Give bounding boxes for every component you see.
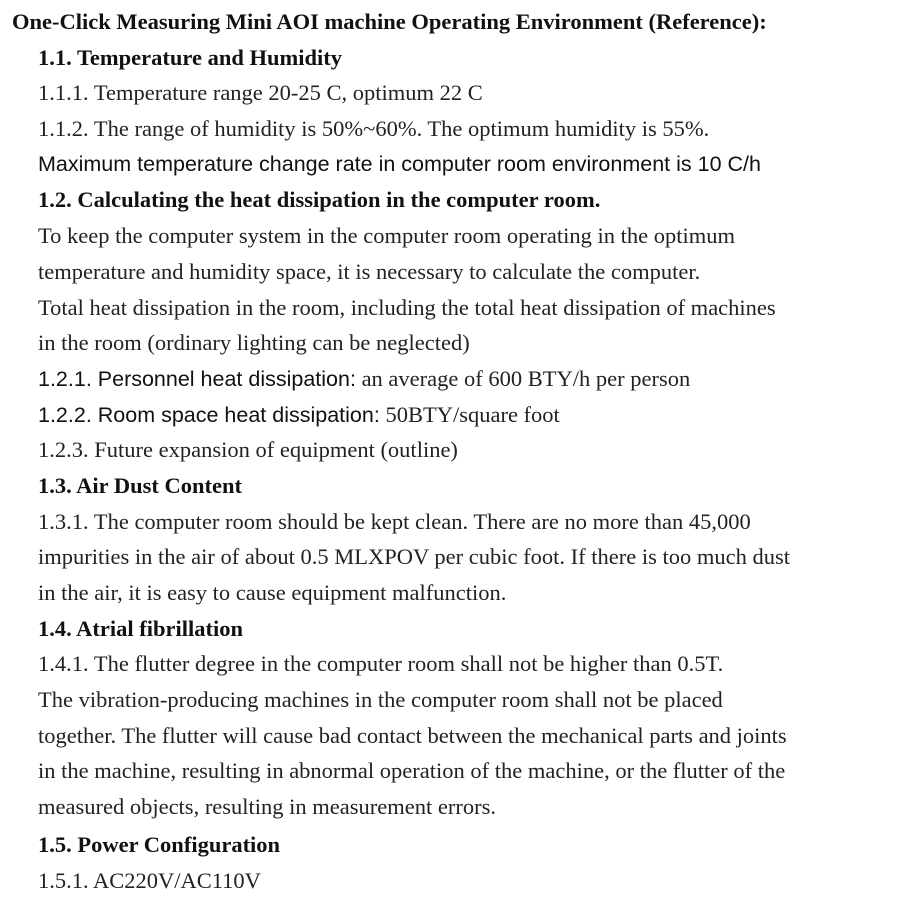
section-1-2-paragraph-line-4: in the room (ordinary lighting can be neglected) [38, 330, 470, 356]
temperature-change-rate-line: Maximum temperature change rate in computer room environment is 10 C/h [38, 151, 761, 176]
section-1-2-paragraph-line-2: temperature and humidity space, it is necessary to calculate the computer. [38, 258, 701, 284]
item-1-2-3: 1.2.3. Future expansion of equipment (outline) [38, 437, 458, 463]
item-1-2-1-label: 1.2.1. Personnel heat dissipation: [38, 366, 356, 391]
item-1-2-1 [0, 361, 900, 397]
section-1-4-paragraph-line-3: together. The flutter will cause bad contact between the mechanical parts and joints [38, 722, 787, 748]
section-1-3-paragraph-line-2: impurities in the air of about 0.5 MLXPOV per cubic foot. If there is too much dust [38, 544, 790, 570]
section-1-4-paragraph-line-5: measured objects, resulting in measurement errors. [38, 794, 496, 820]
item-1-1-1: 1.1.1. Temperature range 20-25 C, optimum 22 C [38, 80, 483, 106]
section-1-2-paragraph-line-1: To keep the computer system in the computer room operating in the optimum [38, 223, 736, 249]
section-1-4-paragraph-line-4: in the machine, resulting in abnormal operation of the machine, or the flutter of the [38, 758, 786, 784]
section-1-4-heading: 1.4. Atrial fibrillation [38, 615, 243, 641]
item-1-2-1-value: an average of 600 BTY/h per person [355, 365, 691, 391]
section-1-5-heading: 1.5. Power Configuration [38, 831, 281, 857]
item-1-2-2 [0, 397, 900, 433]
section-1-2-heading: 1.2. Calculating the heat dissipation in the computer room. [38, 187, 601, 213]
section-1-4-paragraph-line-2: The vibration-producing machines in the computer room shall not be placed [38, 687, 723, 713]
item-1-2-2-value: 50BTY/square foot [379, 401, 560, 427]
document-title: One-Click Measuring Mini AOI machine Operating Environment (Reference): [12, 9, 767, 34]
item-1-1-2: 1.1.2. The range of humidity is 50%~60%. The optimum humidity is 55%. [38, 116, 710, 142]
item-1-2-2-label: 1.2.2. Room space heat dissipation: [38, 402, 380, 427]
section-1-4-paragraph-line-1: 1.4.1. The flutter degree in the computer room shall not be higher than 0.5T. [38, 651, 724, 677]
section-1-3-heading: 1.3. Air Dust Content [38, 472, 242, 498]
item-1-5-1: 1.5.1. AC220V/AC110V [38, 867, 261, 893]
section-1-1-heading: 1.1. Temperature and Humidity [38, 44, 342, 70]
section-1-2-paragraph-line-3: Total heat dissipation in the room, including the total heat dissipation of machines [38, 294, 776, 320]
section-1-3-paragraph-line-3: in the air, it is easy to cause equipment malfunction. [38, 580, 507, 605]
section-1-3-paragraph-line-1: 1.3.1. The computer room should be kept clean. There are no more than 45,000 [38, 508, 751, 534]
